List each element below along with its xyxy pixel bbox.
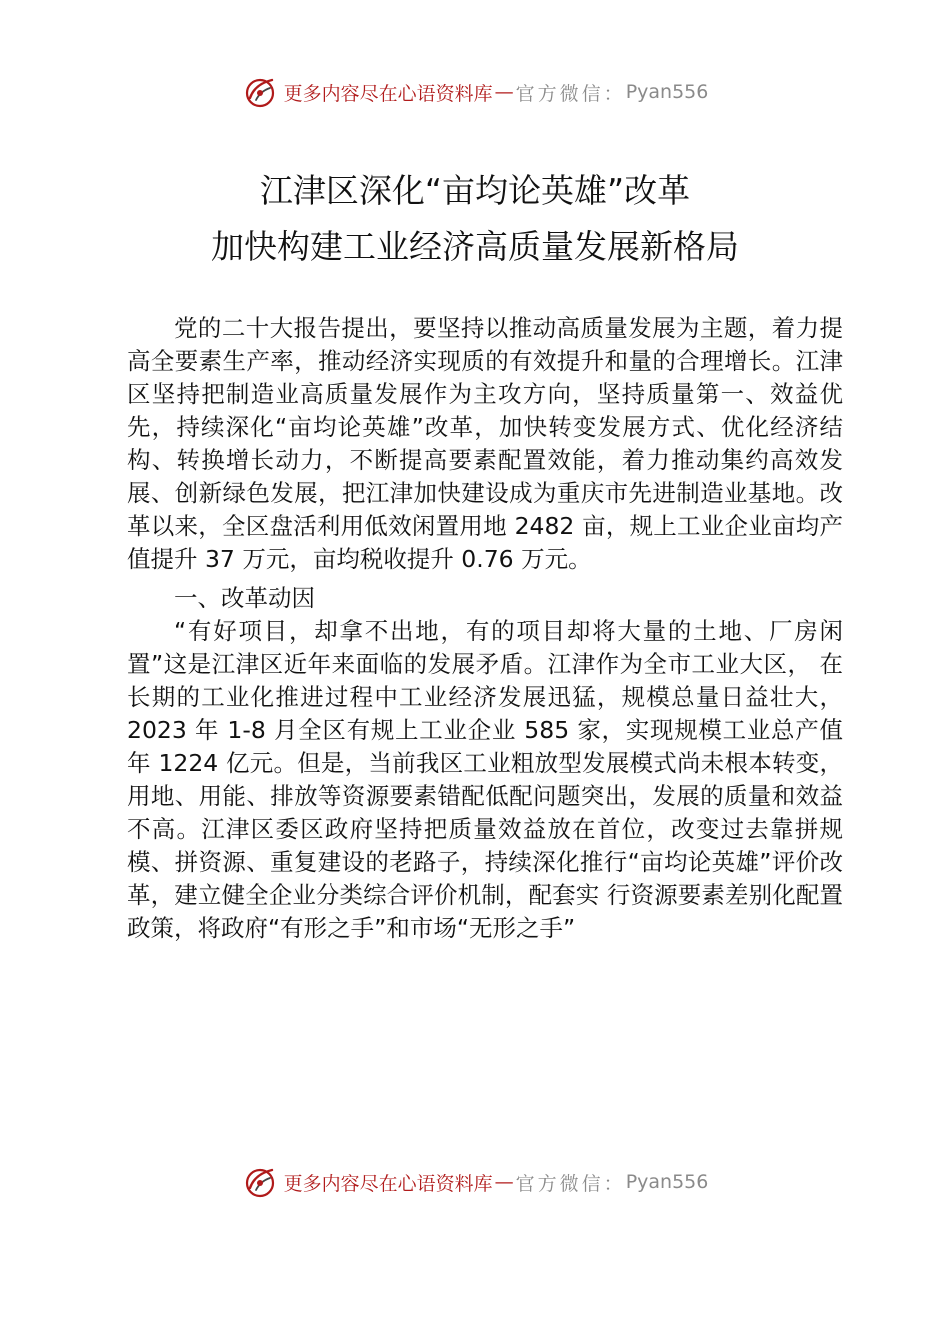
paragraph-reform-motivation: “有好项目，却拿不出地，有的项目却将大量的土地、厂房闲置”这是江津区近年来面临的发展矛盾。江津作为全市工业大区， 在长期的工业化推进过程中工业经济发展迅猛，规模总量日益壮大，2023 年 1-8 月全区有规上工业企业 585 家，实现规模工业总产值年 1224 亿元。但是，当前我区工业粗放型发展模式尚未根本转变，用地、用能、排放等资源要素错配低配问题突出，发展的质量和效益不高。江津区委区政府坚持把质量效益放在首位，改变过去靠拼规模、拼资源、重复建设的老路子，持续深化推行“亩均论英雄”评价改革，建立健全企业分类综合评价机制，配套实 行资源要素差别化配置政策，将政府“有形之手”和市场“无形之手” [127, 617, 843, 942]
header-watermark-banner [0, 72, 950, 112]
banner-main-text: 更多内容尽在心语资料库 [283, 1172, 493, 1195]
footer-watermark-banner [0, 1162, 950, 1202]
section-heading-reform-motivation: 一、改革动因 [174, 584, 315, 612]
paragraph-intro: 党的二十大报告提出，要坚持以推动高质量发展为主题，着力提高全要素生产率，推动经济实现质的有效提升和量的合理增长。江津区坚持把制造业高质量发展作为主攻方向，坚持质量第一、效益优先，持续深化“亩均论英雄”改革，加快转变发展方式、优化经济结构、转换增长动力，不断提高要素配置效能，着力推动集约高效发展、创新绿色发展，把江津加快建设成为重庆市先进制造业基地。改革以来，全区盘活利用低效闲置用地 2482 亩，规上工业企业亩均产值提升 37 万元，亩均税收提升 0.76 万元。 [127, 314, 843, 573]
banner-wechat-id: Pyan556 [625, 1171, 709, 1193]
banner-separator: — [494, 1171, 514, 1193]
document-title-line2: 加快构建工业经济高质量发展新格局 [211, 227, 739, 266]
brand-logo-icon [242, 1164, 278, 1200]
document-title-line1: 江津区深化“亩均论英雄”改革 [259, 171, 691, 210]
banner-separator: — [494, 81, 514, 103]
banner-wechat-label: 官方微信： [515, 1172, 626, 1195]
banner-main-text: 更多内容尽在心语资料库 [283, 82, 493, 105]
banner-wechat-id: Pyan556 [625, 81, 709, 103]
banner-wechat-label: 官方微信： [515, 82, 626, 105]
brand-logo-icon [242, 74, 278, 110]
document-body [127, 312, 843, 945]
